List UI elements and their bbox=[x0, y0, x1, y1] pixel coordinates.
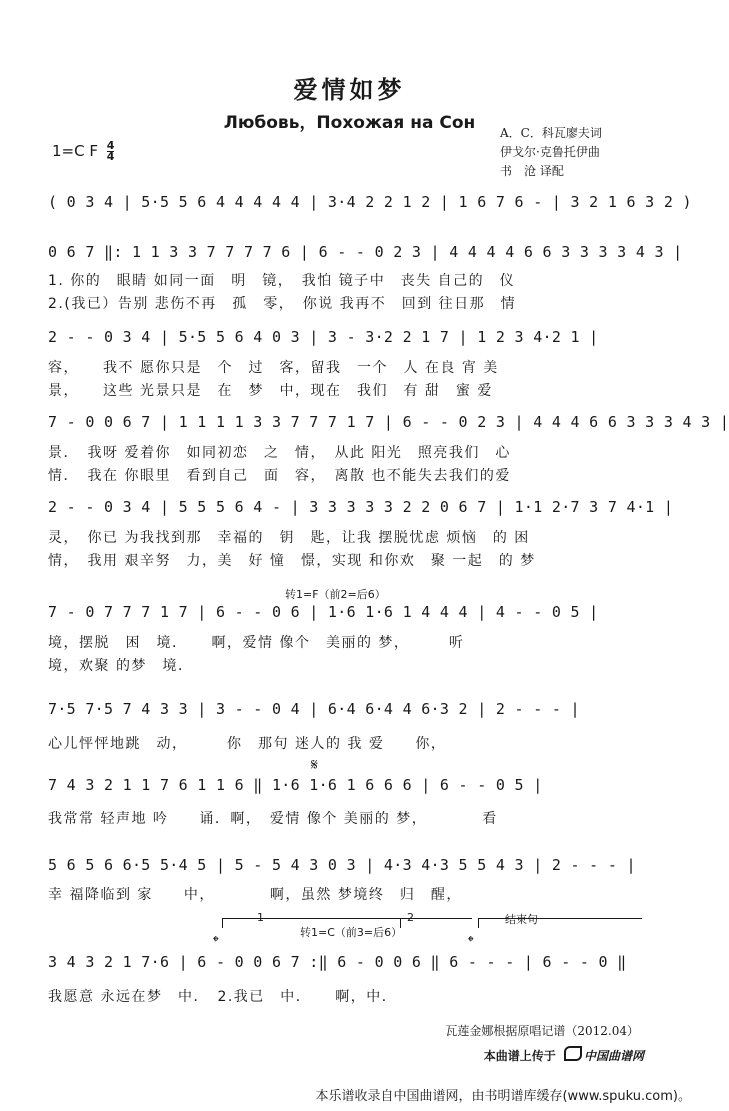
time-signature bbox=[107, 141, 115, 162]
volta-bracket-1-start bbox=[222, 918, 223, 928]
lyric-line-8: 我常常 轻声地 吟 诵．啊， 爱情 像个 美丽的 梦， 看 bbox=[48, 811, 498, 827]
lyric-line-6-verse-2: 境，欢聚 的梦 境． bbox=[48, 658, 194, 674]
notation-line-2: 0 6 7 ‖: 1 1 3 3 7 7 7 7 6 | 6 - - 0 2 3 | 4 4 4 4 6 6 3 3 3 3 4 3 | bbox=[48, 243, 683, 261]
time-signature-top: 4 bbox=[106, 139, 115, 152]
notation-line-3: 2 - - 0 3 4 | 5·5 5 6 4 0 3 | 3 - 3·2 2 1 7 | 1 2 3 4·2 1 | bbox=[48, 328, 599, 346]
coda-bracket bbox=[478, 918, 642, 919]
key-change-annotation-2: 转1=C（前3=后6） bbox=[300, 926, 403, 939]
notation-line-9: 5 6 5 6 6·5 5·4 5 | 5 - 5 4 3 0 3 | 4·3 4·3 5 5 4 3 | 2 - - - | bbox=[48, 856, 636, 874]
upload-text: 本曲谱上传于 bbox=[483, 1049, 556, 1063]
coda-icon: 𝄌 bbox=[213, 932, 219, 951]
segno-icon: 𝄋 bbox=[311, 755, 318, 774]
lyric-line-4-verse-1: 景． 我呀 爱着你 如同初恋 之 情， 从此 阳光 照亮我们 心 bbox=[48, 445, 511, 461]
lyric-line-5-verse-2: 情， 我用 艰辛努 力，美 好 憧 憬，实现 和你欢 聚 一起 的 梦 bbox=[48, 553, 536, 569]
transcriber-note: 瓦莲金娜根据原唱记谱（2012.04） bbox=[445, 1024, 639, 1038]
notation-line-7: 7·5 7·5 7 4 3 3 | 3 - - 0 4 | 6·4 6·4 4 6·3 2 | 2 - - - | bbox=[48, 700, 580, 718]
time-signature-bottom: 4 bbox=[106, 150, 115, 163]
lyric-line-2-verse-1: 1. 你的 眼睛 如同一面 明 镜， 我怕 镜子中 丧失 自己的 仪 bbox=[48, 273, 516, 289]
source-notice: 本乐谱收录自中国曲谱网，由书明谱库缓存(www.spuku.com)。 bbox=[315, 1089, 691, 1104]
song-title: 爱情如梦 bbox=[293, 76, 406, 104]
credits bbox=[500, 124, 602, 181]
logo-mark-icon bbox=[564, 1046, 582, 1061]
lyric-line-4-verse-2: 情． 我在 你眼里 看到自己 面 容， 离散 也不能失去我们的爱 bbox=[48, 468, 511, 484]
lyric-line-6-verse-1: 境，摆脱 困 境． 啊，爱情 像个 美丽的 梦， 听 bbox=[48, 635, 465, 651]
translator-credit: 书 沧 译配 bbox=[500, 164, 564, 178]
lyric-line-5-verse-1: 灵， 你已 为我找到那 幸福的 钥 匙，让我 摆脱忧虑 烦恼 的 困 bbox=[48, 530, 530, 546]
composer-credit: 伊戈尔·克鲁托伊曲 bbox=[500, 145, 600, 159]
lyricist-credit: A．C．科瓦廖夫词 bbox=[500, 126, 602, 140]
notation-line-1: ( 0 3 4 | 5·5 5 6 4 4 4 4 4 | 3·4 2 2 1 2 | 1 6 7 6 - | 3 2 1 6 3 2 ) bbox=[48, 193, 692, 211]
lyric-line-2-verse-2: 2.(我已）告别 悲伤不再 孤 零， 你说 我再不 回到 往日那 情 bbox=[48, 296, 517, 312]
notation-line-6: 7 - 0 7 7 7 1 7 | 6 - - 0 6 | 1·6 1·6 1 4 4 4 | 4 - - 0 5 | bbox=[48, 603, 599, 621]
notation-line-10: 3 4 3 2 1 7·6 | 6 - 0 0 6 7 :‖ 6 - 0 0 6 ‖ 6 - - - | 6 - - 0 ‖ bbox=[48, 953, 627, 971]
notation-line-4: 7 - 0 0 6 7 | 1 1 1 1 3 3 7 7 7 1 7 | 6 - - 0 2 3 | 4 4 4 6 6 3 3 3 4 3 | bbox=[48, 413, 729, 431]
key-change-annotation-1: 转1=F（前2=后6） bbox=[285, 588, 386, 601]
notation-line-5: 2 - - 0 3 4 | 5 5 5 6 4 - | 3 3 3 3 3 2 2 0 6 7 | 1·1 2·7 3 7 4·1 | bbox=[48, 498, 674, 516]
lyric-line-3-verse-1: 容， 我不 愿你只是 个 过 客，留我 一个 人 在良 宵 美 bbox=[48, 360, 499, 376]
lyric-line-7: 心儿怦怦地跳 动， 你 那句 迷人的 我 爱 你， bbox=[48, 736, 447, 752]
lyric-line-3-verse-2: 景， 这些 光景只是 在 梦 中，现在 我们 有 甜 蜜 爱 bbox=[48, 383, 493, 399]
lyric-line-10: 我愿意 永远在梦 中． 2.我已 中． 啊，中． bbox=[48, 989, 398, 1005]
upload-note bbox=[484, 1046, 644, 1064]
notation-line-8: 7 4 3 2 1 1 7 6 1 1 6 ‖ 1·6 1·6 1 6 6 6 | 6 - - 0 5 | bbox=[48, 776, 543, 794]
volta-label-2: 2 bbox=[407, 911, 414, 924]
lyric-line-9: 幸 福降临到 家 中， 啊，虽然 梦境终 归 醒， bbox=[48, 887, 462, 903]
key-text: 1=C F bbox=[52, 142, 98, 160]
site-logo bbox=[564, 1046, 644, 1064]
coda-bracket-start bbox=[478, 918, 479, 928]
site-logo-text: 中国曲谱网 bbox=[583, 1049, 644, 1063]
song-subtitle: Любовь，Похожая на Сон bbox=[223, 113, 476, 133]
segno-coda-icon: 𝄌 bbox=[468, 932, 474, 951]
key-signature bbox=[52, 141, 114, 162]
volta-bracket-1 bbox=[222, 918, 400, 919]
volta-label-1: 1 bbox=[257, 911, 264, 924]
ending-label: 结束句 bbox=[505, 913, 538, 926]
